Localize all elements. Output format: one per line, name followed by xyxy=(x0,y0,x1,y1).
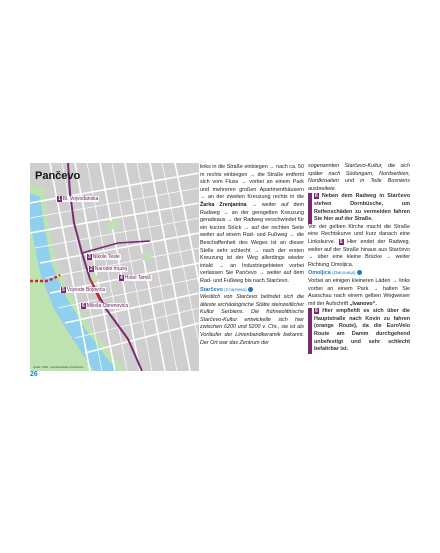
map-label-text: Miloša Obrenovića xyxy=(86,303,129,309)
section-heading xyxy=(200,286,304,295)
tip-text: Hier empfiehlt es sich über die Hauptstraße nach Kovin zu fahren (orange Route), da die EuroVelo Route am Damm durchgehend unbefestigt und sehr schlecht befahrbar ist. xyxy=(314,308,410,353)
paragraph xyxy=(308,224,410,270)
map-label-number: 3 xyxy=(88,254,91,260)
tip-number: 6 xyxy=(315,193,318,200)
map-label-number: 5 xyxy=(62,287,65,293)
map-label-number: 6 xyxy=(82,303,85,309)
route-text-rest: → weiter auf dem Radweg → an der geregelten Kreuzung geradeaus → der Radweg verschwindet für ein kurzes Stück → auf der rechten Seite weiter auf einem Rad- und Fußweg → die Beschaffenheit des Weges ist an dieser Stelle sehr schlecht → nach der ersten Kreuzung ist der Weg allerdings wieder intakt → an Industriegebieten vorbei verlassen Sie Pančevo → weiter auf dem Rad- und Fußweg bis nach Starčevo. xyxy=(200,201,304,284)
heading-cyrillic: (Омољица) xyxy=(332,270,356,276)
map-label xyxy=(118,275,152,281)
route-text: Vorbei an einigen kleineren Läden → links vorbei an einem Park → halten Sie Ausschau nach einem gelben Wegweiser mit der Aufschrift xyxy=(308,277,410,307)
map-label-text: Hotel Tamiš xyxy=(124,275,151,281)
info-icon xyxy=(248,287,253,292)
signpost-name: „Ivanovo“. xyxy=(349,300,377,307)
map-label-number: 2 xyxy=(90,266,93,272)
map-label-number: 1 xyxy=(58,196,61,202)
map-label xyxy=(60,287,106,293)
tip-box xyxy=(308,193,410,223)
route-text: links in die Straße einbiegen → nach ca. 50 m rechts einbiegen → die Straße entfernt sich vom Fluss → vorbei an einem Park und mehreren großen Apartmenthäusern → an der zweiten Kreuzung rechts in die xyxy=(200,164,304,201)
map-city-name: Pančevo xyxy=(35,170,81,182)
info-icon xyxy=(357,270,362,275)
map-label-text: Nikole Tesle xyxy=(92,254,120,260)
map-label xyxy=(56,196,99,202)
heading-text: Starčevo xyxy=(200,286,223,293)
text-column-right xyxy=(308,163,410,354)
map-label xyxy=(88,266,128,272)
map-label-text: Bl. Vojvođanska xyxy=(62,196,99,202)
section-heading xyxy=(308,269,410,278)
paragraph xyxy=(200,164,304,286)
map-label xyxy=(80,303,129,309)
heading-text: Omoljica xyxy=(308,270,331,277)
map-credit: Quelle: OSM · OpenStreetMap Contributors xyxy=(33,366,84,369)
heading-cyrillic: (Старчево) xyxy=(224,286,247,292)
text-column-left xyxy=(200,164,304,347)
street-name: Žarka Zrenjanina xyxy=(200,201,247,208)
map-label-text: Narodni muzej xyxy=(94,266,128,272)
city-map xyxy=(30,163,199,371)
route-text-rest: Hier endet der Radweg, weiter auf der Straße hinaus aus Starčevo → über eine kleine Brücke → weiter Richtung Omoljica. xyxy=(308,238,411,268)
map-label-text: Vojvode Bojovića xyxy=(66,287,105,293)
route-number: 5 xyxy=(339,238,343,245)
route-text: Vor der gelben Kirche macht die Straße eine Rechtskurve und kurz danach eine Linkskurve. xyxy=(308,223,410,245)
tip-box xyxy=(308,308,410,354)
tip-text: Neben dem Radweg in Starčevo stehen Dornbüsche, um Reifenschäden zu vermeiden fahren Sie hier auf der Straße. xyxy=(314,193,411,223)
map-label-number: 4 xyxy=(120,275,123,281)
info-paragraph: Westlich von Starčevo befindet sich die älteste archäologische Stätte steinzeitlicher Kultur Serbiens. Die frühneolithische Starčevo-Kultur entwickelte sich hier zwischen 6200 und 5200 v. Chr., sie ist als Vorläufer der Linienbandkeramik bekannt. Der Ort war das Zentrum der xyxy=(200,294,304,346)
page-number: 26 xyxy=(30,371,38,378)
map-label xyxy=(86,254,121,260)
paragraph xyxy=(308,278,410,308)
tip-number: 6 xyxy=(315,308,318,315)
info-paragraph-cont: sogenannten Starčevo-Kultur, die sich später nach Südungarn, Nordserbien, Nordkroatien und in Teile Bosniens ausbreitete. xyxy=(308,163,410,192)
